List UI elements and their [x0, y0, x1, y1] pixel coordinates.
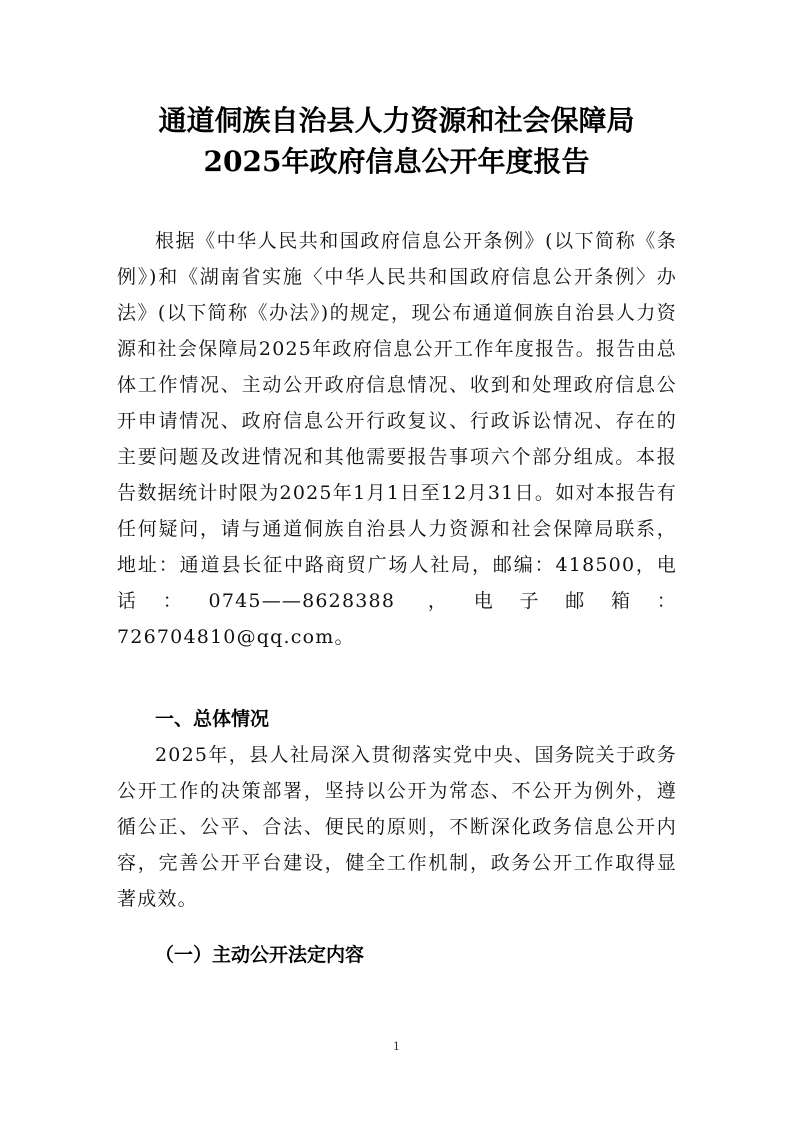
document-title-line2: 2025年政府信息公开年度报告 [203, 145, 590, 178]
page-number: 1 [393, 1040, 400, 1053]
section-heading-overview: 一、总体情况 [155, 708, 270, 730]
subsection-heading-proactive-disclosure: （一）主动公开法定内容 [155, 944, 365, 966]
document-title-line1: 通道侗族自治县人力资源和社会保障局 [158, 104, 635, 137]
intro-paragraph: 根据《中华人民共和国政府信息公开条例》(以下简称《条例》)和《湖南省实施〈中华人民共和国政府信息公开条例〉办法》(以下简称《办法》)的规定，现公布通道侗族自治县人力资源和社会保障局2025年政府信息公开工作年度报告。报告由总体工作情况、主动公开政府信息情况、收到和处理政府信息公开申请情况、政府信息公开行政复议、行政诉讼情况、存在的主要问题及改进情况和其他需要报告事项六个部分组成。本报告数据统计时限为2025年1月1日至12月31日。如对本报告有任何疑问，请与通道侗族自治县人力资源和社会保障局联系，地址：通道县长征中路商贸广场人社局，邮编：418500，电话：0745——8628388 ，电子邮箱：726704810@qq.com。 [117, 230, 677, 648]
overview-paragraph: 2025年，县人社局深入贯彻落实党中央、国务院关于政务公开工作的决策部署，坚持以公开为常态、不公开为例外，遵循公正、公平、合法、便民的原则，不断深化政务信息公开内容，完善公开平台建设，健全工作机制，政务公开工作取得显著成效。 [117, 744, 677, 910]
